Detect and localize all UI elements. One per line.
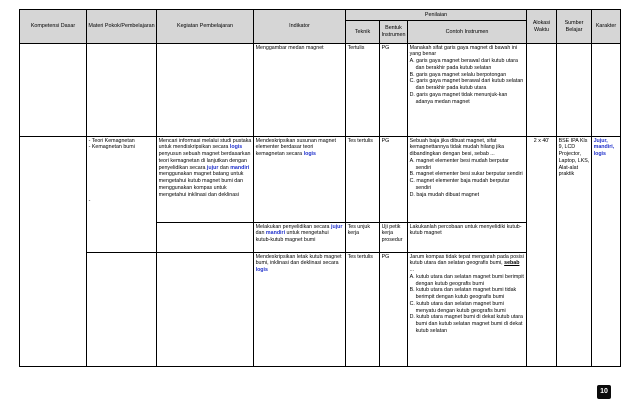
page-number-badge: 10 xyxy=(597,385,611,399)
header-teknik: Teknik xyxy=(346,21,380,44)
option-a: A. magnet elementer besi mudah berputar sendiri xyxy=(409,157,509,171)
option-c: C. kutub utara dan selatan magnet bumi menyatu dengan kutub geografis bumi xyxy=(409,300,506,314)
karakter-cell: Jujur, mandiri, logis xyxy=(592,137,621,367)
table-row xyxy=(20,137,621,223)
sumber-cell: BSE IPA Kls 9, LCD Projector, Laptop, LKS, Alat-alat praktik xyxy=(557,137,592,367)
option-b: B. garis gaya magnet selalu berpotongan xyxy=(409,71,507,78)
indikator-cell: Menggambar medan magnet xyxy=(254,44,346,137)
bentuk-cell: PG xyxy=(380,44,408,137)
keyword-highlight: logis xyxy=(303,151,316,158)
header-karakter: Karakter xyxy=(592,10,621,44)
sumber-cell xyxy=(557,44,592,137)
question-keyword: sebab xyxy=(504,260,520,267)
question-text: Sebuah baja jika dibuat magnet, sifat kemagnettannya tidak mudah hilang jika dibandingkan dengan besi, sebab ... xyxy=(409,137,505,158)
header-alokasi-waktu: Alokasi Waktu xyxy=(527,10,557,44)
kegiatan-cell xyxy=(157,44,254,137)
question-text: Jarum kompas tidak tepat mengarah pada posisi kutub utara dan selatan geografis bumi, sebab ... xyxy=(409,253,524,274)
karakter-jujur: Jujur xyxy=(593,137,607,144)
kegiatan-cell: Mencari informasi melalui studi pustaka untuk mendiskripsikan secara logis penyusun sebuah magnet berdasarkan teori kemagnetan di lanjutkan dengan penyelidikan secara jujur dan mandiri menggunakan magnet batang untuk mengetahui kutub magnet bumi dan menggunakan kompas untuk mengetahui inklinasi dan deklinasi xyxy=(157,137,254,223)
option-b: B. magnet elementer besi sukar berputar sendiri xyxy=(409,171,523,178)
kompetensi-cell xyxy=(20,137,87,367)
keyword-highlight: logis xyxy=(229,144,243,151)
karakter-logis: logis xyxy=(593,151,606,158)
indikator-cell: Mendeskripsikan letak kutub magnet bumi, inklinasi dan deklinasi secara logis xyxy=(254,253,346,367)
option-c: C. magnet elementer baja mudah berputar sendiri xyxy=(409,178,510,191)
contoh-cell xyxy=(408,137,527,223)
header-bentuk-instrumen: Bentuk Instrumen xyxy=(380,21,408,44)
karakter-cell xyxy=(592,44,621,137)
option-a: A. garis gaya magnet berawal dari kutub utara dan berakhir pada kutub selatan xyxy=(409,58,518,71)
kegiatan-cell xyxy=(157,223,254,253)
teknik-cell: Tes unjuk kerja xyxy=(346,223,380,253)
materi-dash: - xyxy=(88,198,91,205)
materi-cell xyxy=(87,253,157,367)
option-d: D. garis gaya magnet tidak menunjuk-kan adanya medan magnet xyxy=(409,91,508,105)
materi-cell xyxy=(87,137,157,253)
materi-cell xyxy=(87,44,157,137)
alokasi-cell: 2 x 40' xyxy=(527,137,557,367)
header-contoh-instrumen: Contoh Instrumen xyxy=(408,21,527,44)
option-d: D. kutub utara magnet bumi di dekat kutub utara bumi dan kutub selatan magnet bumi di dekat kutub selatan xyxy=(409,314,523,335)
contoh-cell: Lakukanlah percobaan untuk menyelidiki kutub-kutub magnet xyxy=(408,223,527,253)
header-kompetensi-dasar: Kompetensi Dasar xyxy=(20,10,87,44)
lesson-plan-table xyxy=(19,9,621,367)
contoh-cell xyxy=(408,44,527,137)
list-item: - Kemagnetan bumi xyxy=(88,144,135,151)
indikator-cell: Melakukan penyelidikan secara jujur dan mandiri untuk mengetahui kutub-kutub magnet bumi xyxy=(254,223,346,253)
header-kegiatan: Kegiatan Pembelajaran xyxy=(157,10,254,44)
teknik-cell: Tes tertulis xyxy=(346,137,380,223)
keyword-highlight: jujur xyxy=(206,164,219,171)
header-penilaian: Penilaian xyxy=(346,10,527,21)
contoh-cell xyxy=(408,253,527,367)
header-indikator: Indikator xyxy=(254,10,346,44)
alokasi-cell xyxy=(527,44,557,137)
list-item: - Teori Kemagnetan xyxy=(88,137,135,144)
keyword-highlight: jujur xyxy=(330,223,343,230)
header-materi: Materi Pokok/Pembelajaran xyxy=(87,10,157,44)
indikator-cell: Mendeskripsikan susunan magnet elementer berdasar teori kemagnetan secara logis xyxy=(254,137,346,223)
kegiatan-cell xyxy=(157,253,254,367)
keyword-highlight: mandiri xyxy=(230,164,250,171)
question-text: Manakah sifat garis gaya magnet di bawah ini yang benar xyxy=(409,44,518,58)
teknik-cell: Tes tertulis xyxy=(346,253,380,367)
header-sumber-belajar: Sumber Belajar xyxy=(557,10,592,44)
teknik-cell: Tertulis xyxy=(346,44,380,137)
option-d: D. baja mudah dibuat magnet xyxy=(409,191,480,198)
option-a: A. kutub utara dan selatan magnet bumi berimpit dengan kutub geografis bumi xyxy=(409,273,524,287)
option-c: C. garis gaya magnet berawal dari kutub selatan dan berakhir pada kutub utara xyxy=(409,78,524,92)
materi-list xyxy=(89,138,155,152)
keyword-highlight: mandiri xyxy=(265,230,286,237)
karakter-mandiri: mandiri xyxy=(593,144,613,151)
keyword-highlight: logis xyxy=(255,267,268,274)
bentuk-cell: PG xyxy=(380,137,408,223)
table-header xyxy=(20,10,621,44)
kompetensi-cell xyxy=(20,44,87,137)
table-row xyxy=(20,44,621,137)
bentuk-cell: Uji petik kerja prosedur xyxy=(380,223,408,253)
bentuk-cell: PG xyxy=(380,253,408,367)
option-b: B. kutub utara dan selatan magnet bumi tidak berimpit dengan kutub geografis bumi xyxy=(409,287,517,301)
